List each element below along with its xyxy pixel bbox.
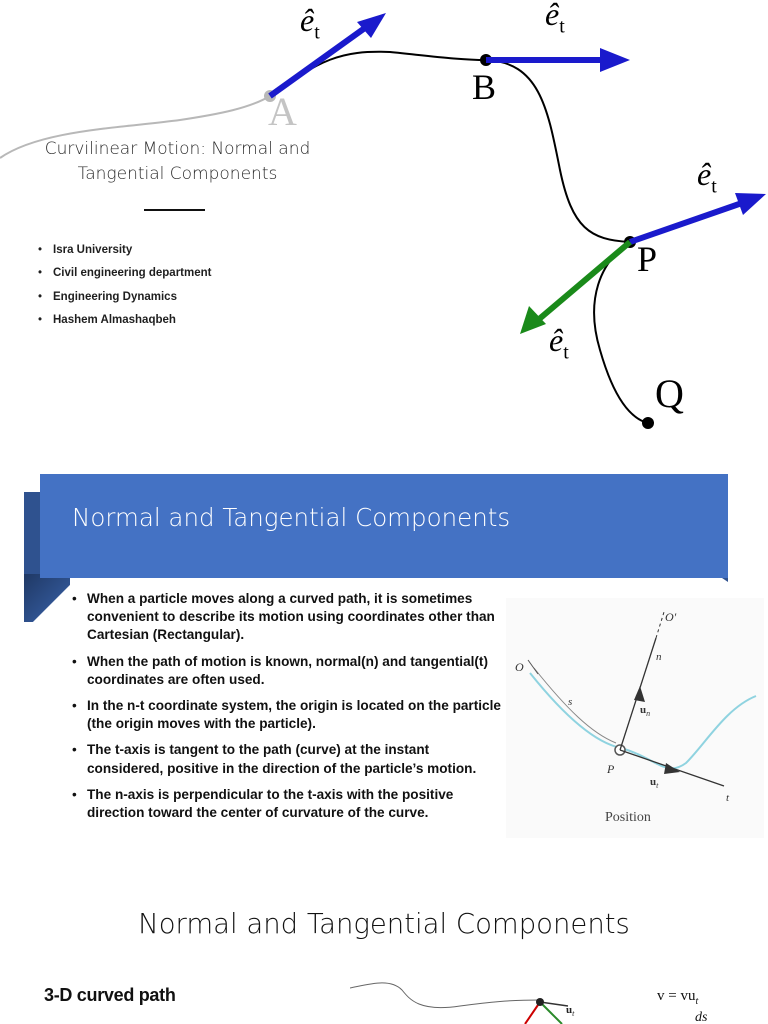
label-s: s: [568, 696, 573, 708]
title-divider: [144, 209, 205, 211]
label-ut: [650, 776, 658, 790]
label-et-a: [300, 2, 320, 44]
info-course: • Engineering Dynamics: [38, 288, 211, 311]
concept-list: [72, 590, 502, 830]
particle-path: [270, 52, 648, 423]
ut-symbol: u: [650, 776, 657, 788]
info-university: • Isra University: [38, 241, 211, 264]
subtitle-3d-path: 3-D curved path: [44, 985, 176, 1005]
info-author: • Hashem Almashaqbeh: [38, 311, 211, 334]
label-p: P: [607, 762, 615, 776]
label-o-prime: O′: [665, 610, 677, 624]
3d-curve: [350, 983, 540, 1008]
label-point-a: A: [268, 89, 297, 134]
title-info-list: [38, 241, 211, 334]
ut3d-symbol: u: [566, 1004, 573, 1016]
green-vector-p: [538, 242, 630, 320]
curvilinear-path-figure: [0, 0, 768, 450]
3d-particle: [536, 998, 544, 1006]
un-subscript: n: [646, 709, 651, 719]
et-a-subscript: t: [314, 21, 320, 44]
concept-item: • In the n-t coordinate system, the origin is located on the particle (the origin moves with the particle).: [72, 697, 502, 733]
et-b-symbol: ê: [545, 0, 560, 32]
ut3d-subscript: t: [572, 1009, 575, 1019]
label-un: [640, 704, 650, 718]
equation-text: v = vu: [657, 988, 696, 1004]
label-et-b: [545, 0, 565, 38]
et-p-symbol: ê: [697, 156, 712, 192]
et-a-symbol: ê: [300, 2, 315, 38]
label-o: O: [515, 660, 524, 674]
label-point-p: P: [637, 239, 658, 279]
label-n: n: [656, 651, 662, 663]
slide-title: [0, 0, 768, 450]
concept-item: • When the path of motion is known, normal(n) and tangential(t) coordinates are often used.: [72, 653, 502, 689]
figure-caption: Position: [605, 810, 651, 825]
label-point-q: Q: [655, 371, 684, 416]
label-et-p: [697, 156, 717, 198]
tangent-vector-p: [630, 203, 742, 242]
label-t: t: [726, 792, 730, 804]
un-symbol: u: [640, 704, 647, 716]
slide-heading: Normal and Tangential Components: [72, 503, 511, 532]
label-point-b: B: [472, 67, 497, 107]
concept-item: • When a particle moves along a curved path, it is sometimes convenient to describe its motion using coordinates other than Cartesian (Rectangular).: [72, 590, 502, 645]
et-p-subscript: t: [711, 175, 717, 198]
banner-fold-shadow: [24, 574, 70, 622]
et-b-subscript: t: [559, 15, 565, 38]
label-et-green: [549, 322, 569, 364]
concept-item: • The t-axis is tangent to the path (curve) at the instant considered, positive in the direction of the particle’s motion.: [72, 741, 502, 777]
point-q: [642, 417, 654, 429]
concept-item: • The n-axis is perpendicular to the t-axis with the positive direction toward the center of curvature of the curve.: [72, 786, 502, 822]
slide-normal-tangential: [0, 456, 768, 880]
equation-fragment: ds: [695, 1010, 708, 1024]
slide-3d-path: [0, 886, 768, 1024]
slide-heading-3d: Normal and Tangential Components: [138, 908, 630, 940]
title-slide-heading: Curvilinear Motion: Normal and Tangential Components: [44, 139, 311, 184]
equation-subscript: t: [695, 996, 699, 1007]
info-department: • Civil engineering department: [38, 264, 211, 287]
et-green-subscript: t: [563, 341, 569, 364]
tangent-vector-a: [270, 20, 376, 96]
label-ut-3d: [566, 1004, 574, 1018]
velocity-equation: [657, 988, 698, 1007]
et-green-symbol: ê: [549, 322, 564, 358]
ut-subscript: t: [656, 781, 659, 791]
